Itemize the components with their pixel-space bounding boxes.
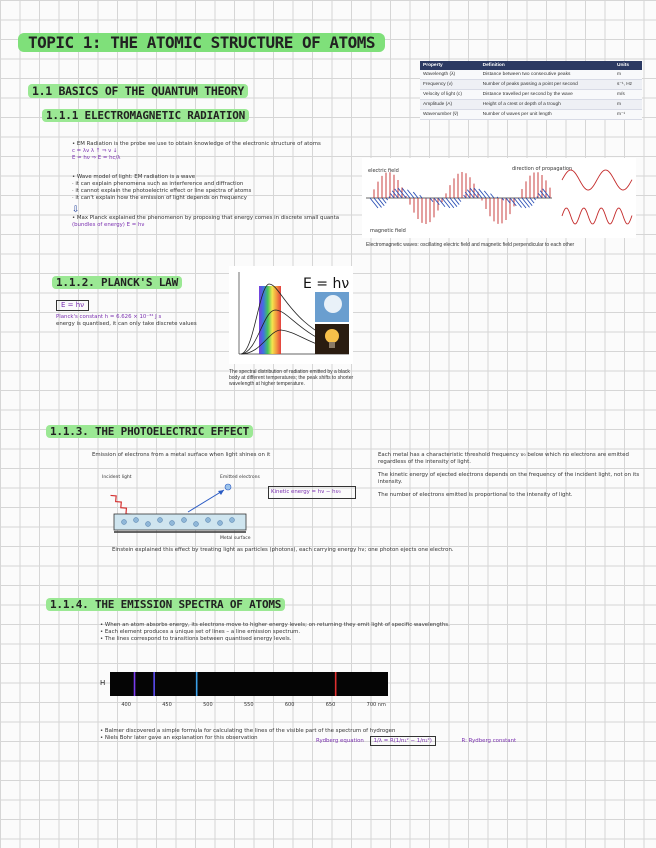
spectral-line [134,672,136,696]
emitted-electrons-label: Emitted electrons [220,475,260,480]
section-heading-1-1-4: 1.1.4. THE EMISSION SPECTRA OF ATOMS [46,598,285,611]
spectrum-element-label: H [100,679,106,687]
table-row: Frequency (ν) Number of peaks passing a point per second s⁻¹, Hz [420,80,642,90]
table-row: Wavenumber (ṽ) Number of waves per unit length m⁻¹ [420,110,642,120]
kinetic-energy-box: Kinetic energy = hν − hν₀ [268,486,356,499]
incident-light-label: Incident light [102,475,132,480]
blackbody-figure [229,266,353,364]
rydberg-constant: R: Rydberg constant [461,738,517,744]
spectrum-tick-label: 650 [325,702,336,708]
rydberg-equation: 1/λ = R(1/n₁² − 1/n₂²) [370,736,436,746]
table-row: Wavelength (λ) Distance between two consecutive peaks m [420,70,642,80]
spectrum-tick-label: 550 [244,702,254,708]
photo-right-notes: Each metal has a characteristic threshold frequency ν₀ below which no electrons are emitted regardless of the intensity of light. The kinetic energy of ejected electrons depends on the frequency of the incident light, not on its intensity. The number of electrons emitted is proportional to the intensity of light. [378,452,640,498]
spectral-line [196,672,198,696]
section-heading-1-1-3: 1.1.3. THE PHOTOELECTRIC EFFECT [46,425,253,438]
table-header: Property [420,61,480,70]
spectrum-tick-label: 450 [162,702,172,708]
page-title: TOPIC 1: THE ATOMIC STRUCTURE OF ATOMS [18,33,385,52]
blackbody-caption: The spectral distribution of radiation emitted by a black body at different temperatures; the peak shifts to shorter wavelength at higher temperature. [229,369,354,388]
spectral-line [153,672,155,696]
spectrum-tick-label: 700 nm [366,702,386,708]
photo-intro: Emission of electrons from a metal surface when light shines on it [92,452,271,458]
table-header: Units [614,61,642,70]
planck-formula-box: E = hν [56,300,89,311]
rydberg-block [316,738,566,745]
section-heading-1-1-2: 1.1.2. PLANCK'S LAW [52,276,182,289]
em-notes: • EM Radiation is the probe we use to obtain knowledge of the electronic structure of atoms c = λν λ ↑ ⇒ ν ↓ E = hν ⇒ E = hc/λ • Wave model of light: EM radiation is a wave · it can explain phenomena such as interference and diffraction · it cannot explain the photoelectric effect or line spectra of atoms · it can't explain how the emission of light depends on frequency ⇩ • Max Planck explained the phenomenon by proposing that energy comes in discrete small quanta (bundles of energy) E = hν [72,141,402,229]
properties-table [420,61,642,120]
spectrum-tick-label: 500 [203,702,213,708]
electric-field-label: electric field [368,168,399,174]
planck-equation-label: E = hν [303,276,350,292]
spectrum-tick-label: 400 [121,702,131,708]
photoelectric-figure [100,470,260,540]
em-wave-figure [362,158,636,238]
section-heading-1-1: 1.1 BASICS OF THE QUANTUM THEORY [28,84,248,98]
magnetic-field-label: magnetic field [370,228,406,234]
table-header: Definition [480,61,614,70]
photo-equation [268,486,356,499]
planck-notes: E = hν Planck's constant h = 6.626 × 10⁻³⁴ J s energy is quantised, it can only take discrete values [56,301,197,327]
rydberg-label: Rydberg equation [316,738,364,744]
down-arrow-icon: ⇩ [72,205,80,215]
emission-notes: • When an atom absorbs energy, its electrons move to higher energy levels; on returning they emit light of specific wavelengths. • Each element produces a unique set of lines – a line emission spectrum. • The lines correspond to transitions between quantised energy levels. [100,622,450,642]
spectral-line [335,672,337,696]
metal-surface-label: Metal surface [220,536,251,540]
photo-bottom-note: Einstein explained this effect by treating light as particles (photons), each carrying energy hν; one photon ejects one electron. [112,547,454,553]
propagation-label: direction of propagation [512,166,573,172]
table-row: Velocity of light (c) Distance travelled per second by the wave m/s [420,90,642,100]
em-wave-caption: Electromagnetic waves: oscillating electric field and magnetic field perpendicular to each other [366,242,575,248]
emission-bottom-notes: • Balmer discovered a simple formula for calculating the lines of the visible part of the spectrum of hydrogen • Niels Bohr later gave an explanation for this observation [100,728,396,741]
spectrum-tick-label: 600 [284,702,295,708]
table-row: Amplitude (A) Height of a crest or depth of a trough m [420,100,642,110]
hydrogen-spectrum [100,668,396,712]
section-heading-1-1-1: 1.1.1 ELECTROMAGNETIC RADIATION [42,109,249,122]
